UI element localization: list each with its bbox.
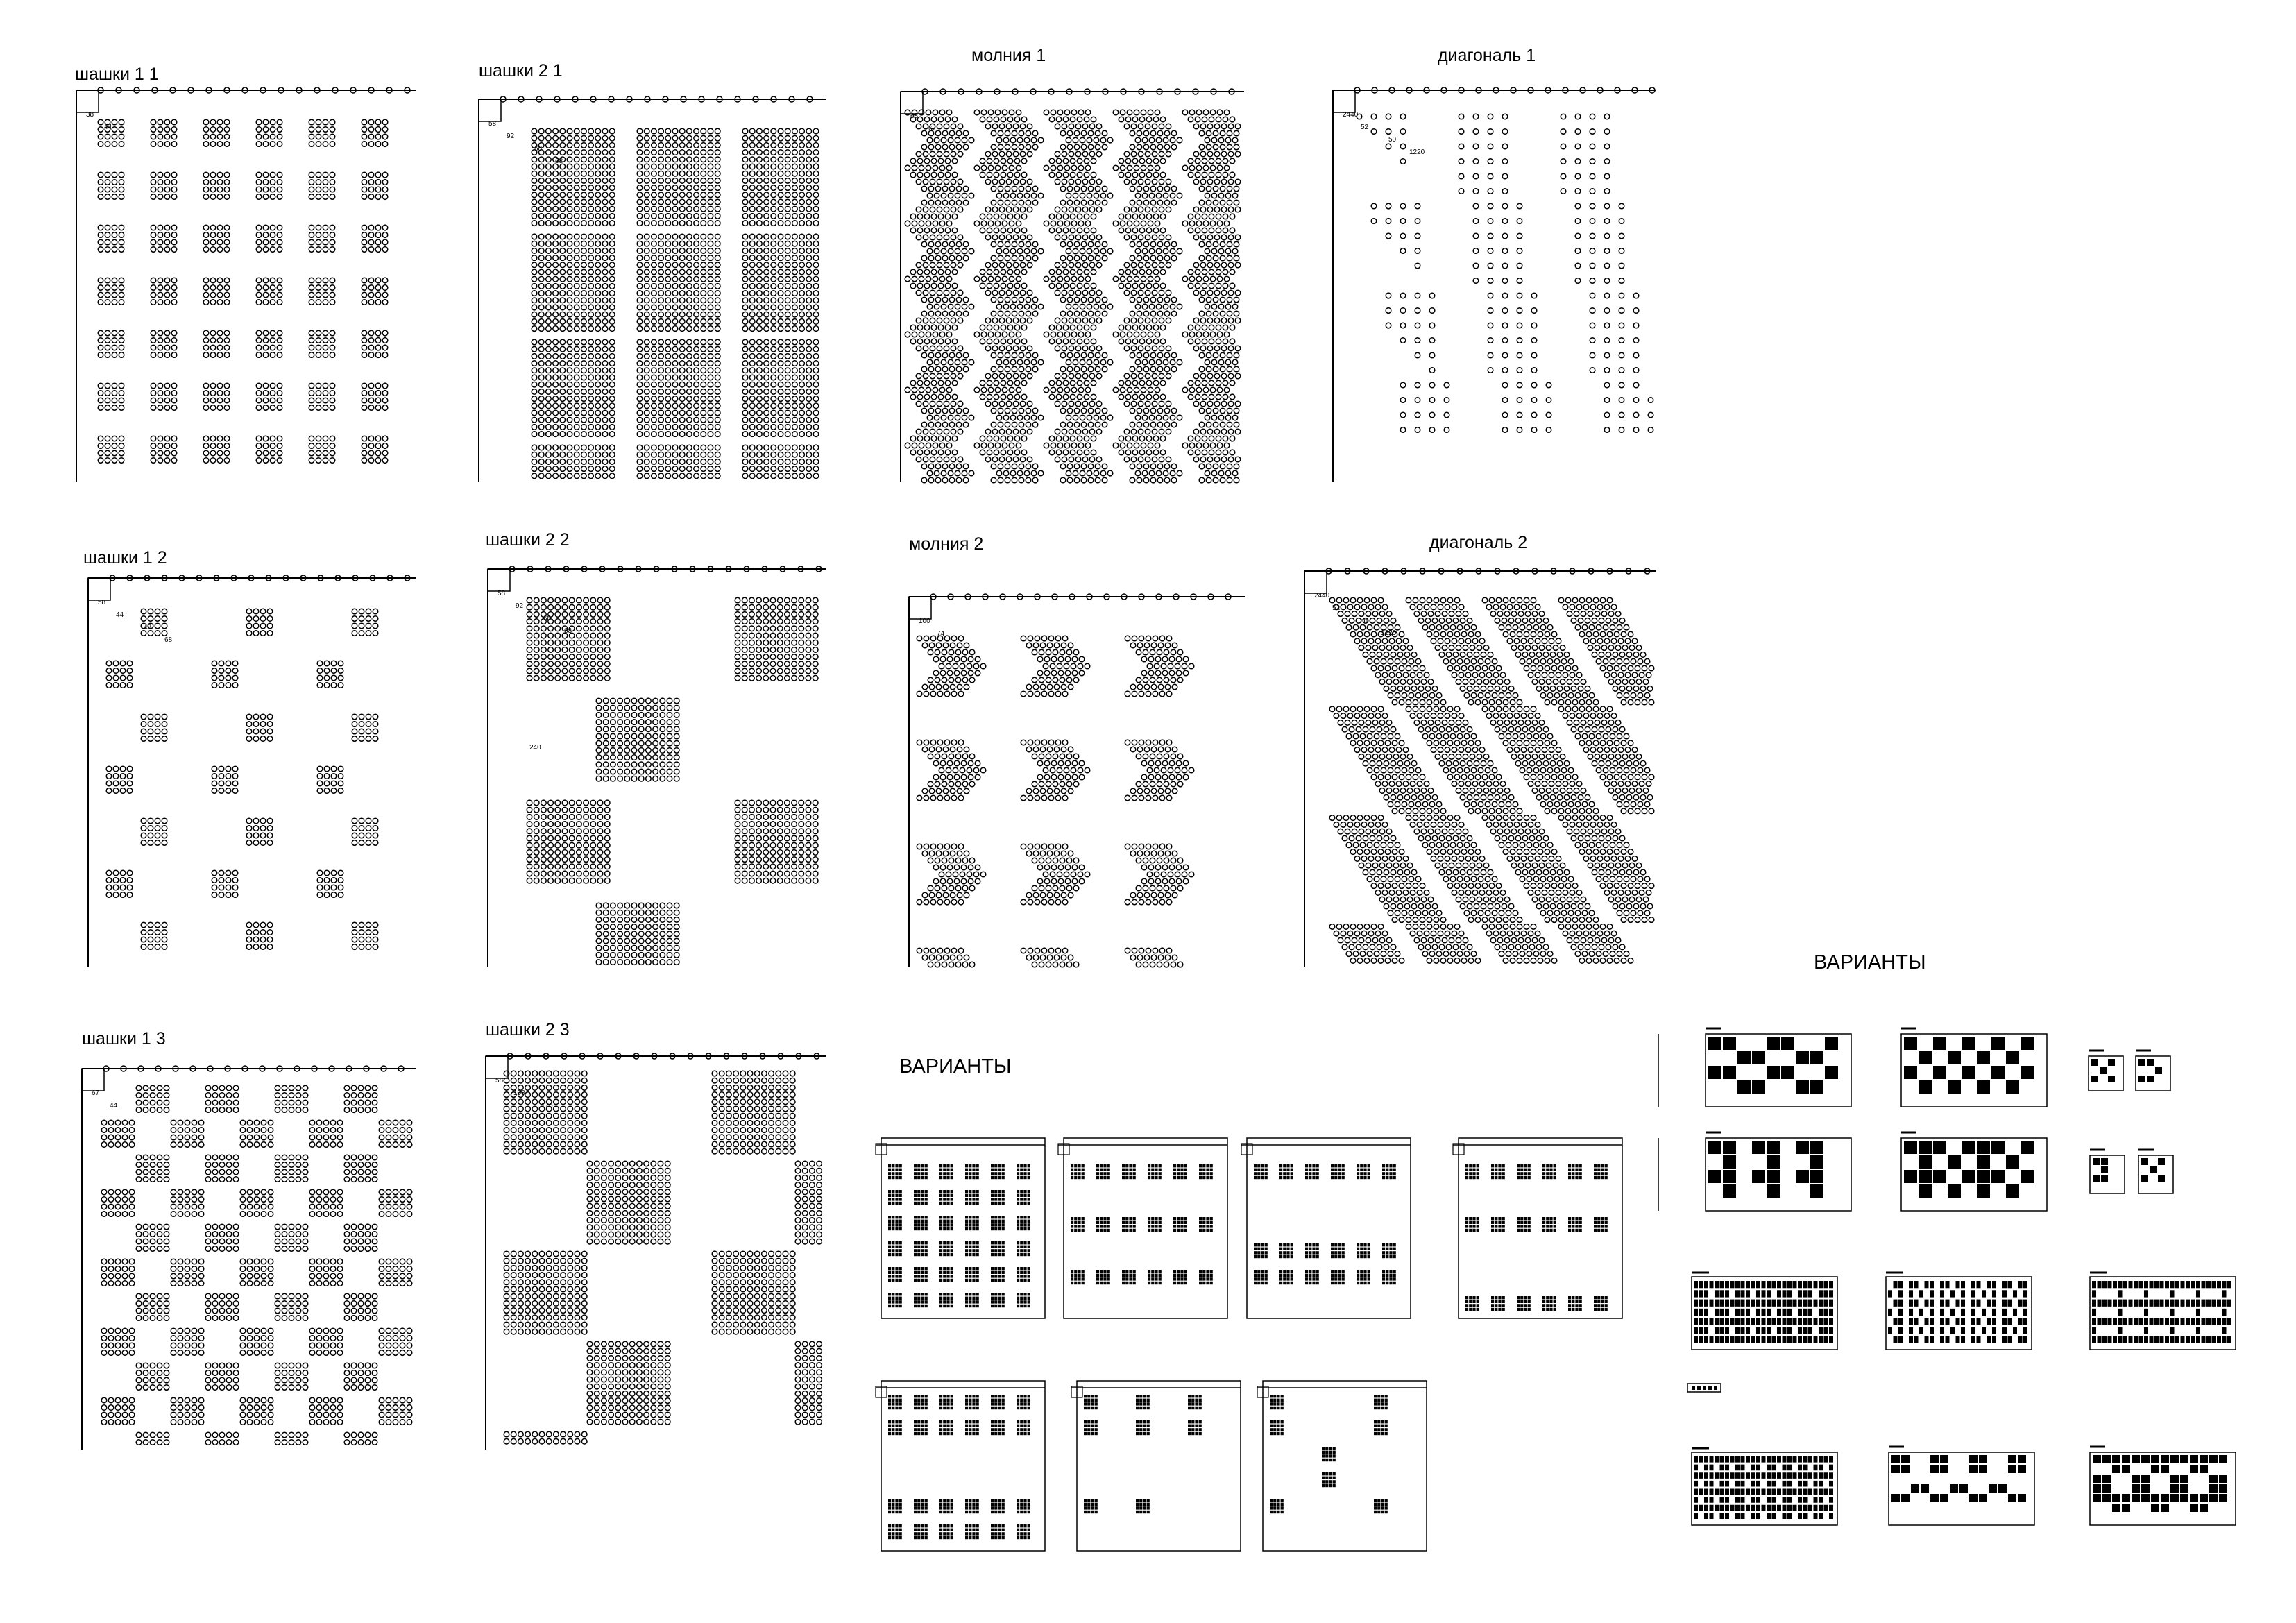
dimension-label: 68 — [555, 158, 563, 165]
panel-title: шашки 1 1 — [75, 65, 159, 84]
dimension-label: 44 — [104, 124, 112, 131]
dimension-label: 67 — [92, 1089, 100, 1097]
dimension-label: 68 — [534, 145, 543, 153]
dimension-label: 240 — [529, 744, 541, 751]
dimension-label: 74 — [937, 630, 945, 638]
dimension-label: 176 — [541, 1102, 553, 1110]
variant-sheet — [1058, 1138, 1227, 1318]
panel-shashki-1-2 — [83, 548, 416, 967]
dimension-label: 1220 — [1409, 148, 1425, 156]
dimension-label: 44 — [116, 611, 124, 619]
variants-right-group — [1658, 1028, 2236, 1525]
panel-title: шашки 1 2 — [83, 548, 167, 568]
variant-sheet — [1241, 1138, 1411, 1318]
variant-thumbnail — [1901, 1132, 2047, 1211]
dimension-label: 2440 — [1314, 592, 1330, 600]
panel-molniya-2 — [909, 534, 1245, 967]
dimension-label: 68 — [910, 112, 919, 120]
panel-diagonal-1 — [1333, 46, 1656, 482]
pattern-panels — [75, 46, 1656, 1450]
variant-thumbnail — [2138, 1150, 2173, 1193]
variant-sheet — [876, 1138, 1045, 1318]
variant-thumbnail — [1706, 1028, 1851, 1107]
panel-title: шашки 2 3 — [486, 1020, 570, 1039]
variant-thumbnail — [1692, 1273, 1837, 1350]
panel-title: шашки 1 3 — [82, 1029, 166, 1048]
variant-sheet — [876, 1381, 1045, 1551]
dimension-label: 68 — [543, 615, 552, 622]
variants-right-title: ВАРИАНТЫ — [1814, 951, 1926, 974]
panel-title: диагональ 1 — [1438, 46, 1536, 65]
panel-title: шашки 2 1 — [479, 61, 563, 80]
dimension-label: 92 — [507, 133, 515, 140]
dimension-label: 67 — [928, 125, 937, 133]
dimension-label: 1220 — [1381, 629, 1397, 637]
dimension-label: 44 — [110, 1102, 118, 1110]
dimension-label: 108 — [513, 1089, 525, 1097]
variants-left-title: ВАРИАНТЫ — [899, 1055, 1012, 1078]
dimension-label: 92 — [516, 602, 524, 610]
variant-thumbnail — [2090, 1273, 2236, 1350]
variants-left-group — [876, 1138, 1622, 1551]
variant-thumbnail — [1886, 1273, 2032, 1350]
variant-thumbnail — [1901, 1028, 2047, 1107]
panel-diagonal-2 — [1304, 533, 1656, 967]
dimension-label: 2440 — [1343, 111, 1359, 119]
dimension-label: 100 — [919, 618, 930, 625]
variant-thumbnail — [2089, 1051, 2123, 1091]
dimension-label: 48 — [144, 624, 152, 631]
dimension-label: 38 — [86, 111, 94, 119]
panel-title: диагональ 2 — [1429, 533, 1528, 552]
dimension-label: 68 — [564, 627, 572, 635]
panel-title: молния 2 — [909, 534, 984, 554]
variant-sheet — [1071, 1381, 1241, 1551]
variant-sheet — [1453, 1138, 1622, 1318]
dimension-label: 58 — [495, 1077, 504, 1085]
small-marker — [1687, 1384, 1721, 1392]
dimension-label: 58 — [98, 599, 106, 606]
panel-molniya-1 — [901, 46, 1244, 483]
variant-thumbnail — [2136, 1051, 2170, 1091]
dimension-label: 52 — [1332, 604, 1341, 612]
dimension-label: 58 — [498, 590, 506, 597]
panel-title: молния 1 — [971, 46, 1046, 65]
dimension-label: 68 — [164, 636, 173, 644]
dimension-label: 58 — [1360, 617, 1368, 624]
panel-title: шашки 2 2 — [486, 530, 570, 550]
variant-thumbnail — [1706, 1132, 1851, 1211]
panel-shashki-2-1 — [479, 61, 826, 482]
panel-shashki-1-1 — [75, 65, 416, 482]
variant-thumbnail — [2090, 1447, 2236, 1525]
variant-sheet — [1257, 1381, 1427, 1551]
panel-shashki-2-2 — [486, 530, 826, 967]
panel-shashki-1-3 — [82, 1029, 416, 1450]
variant-thumbnail — [2090, 1150, 2125, 1193]
variant-thumbnail — [1889, 1447, 2034, 1525]
panel-shashki-2-3 — [486, 1020, 826, 1450]
dimension-label: 52 — [1361, 124, 1369, 131]
dimension-label: 58 — [488, 120, 497, 128]
dimension-label: 50 — [1388, 136, 1397, 144]
variant-thumbnail — [1692, 1448, 1837, 1525]
